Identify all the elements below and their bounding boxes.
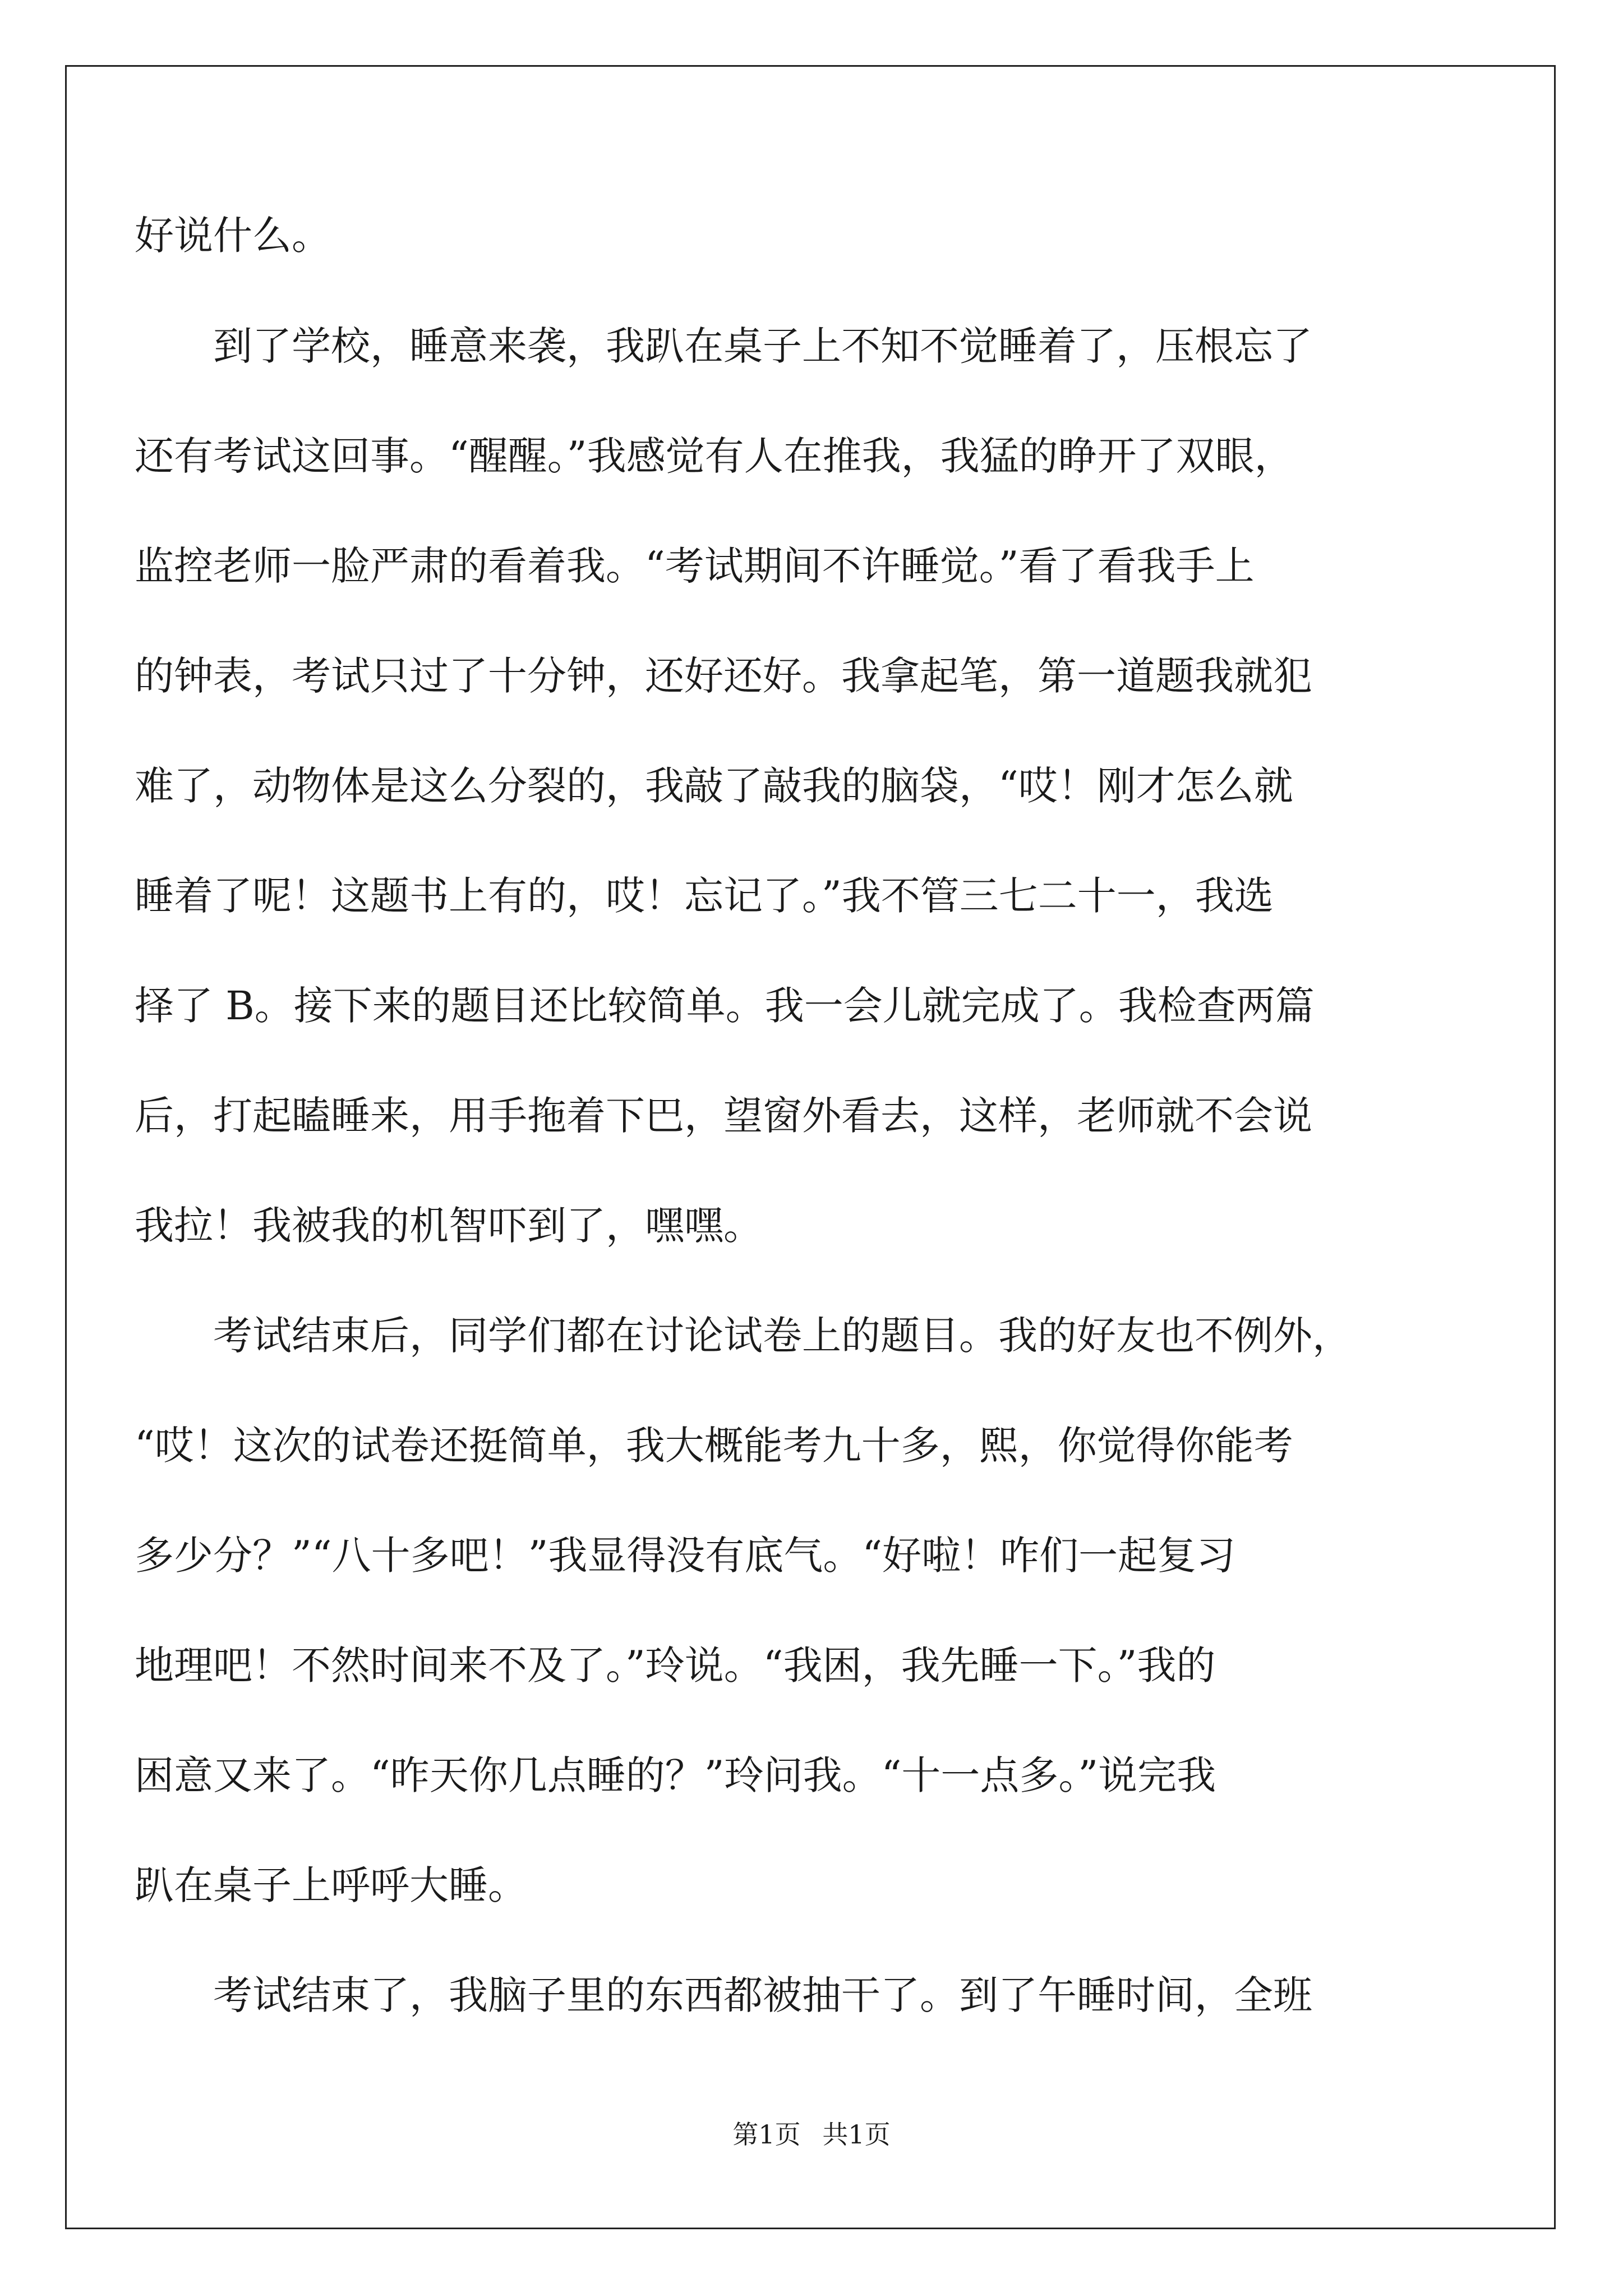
text-line: 难了，动物体是这么分裂的，我敲了敲我的脑袋，“哎！刚才怎么就: [135, 763, 1293, 809]
text-line: 还有考试这回事。“醒醒。”我感觉有人在推我，我猛的睁开了双眼，: [135, 433, 1294, 479]
text-line: 困意又来了。“昨天你几点睡的？”玲问我。“十一点多。”说完我: [135, 1752, 1216, 1798]
text-line: 考试结束后，同学们都在讨论试卷上的题目。我的好友也不例外，: [213, 1313, 1352, 1359]
text-line: 到了学校，睡意来袭，我趴在桌子上不知不觉睡着了，压根忘了: [213, 323, 1312, 369]
text-line: 监控老师一脸严肃的看着我。“考试期间不许睡觉。”看了看我手上: [135, 543, 1255, 589]
text-line: 考试结束了，我脑子里的东西都被抽干了。到了午睡时间，全班: [213, 1972, 1312, 2018]
text-line: 后，打起瞌睡来，用手拖着下巴，望窗外看去，这样，老师就不会说: [135, 1093, 1312, 1139]
page-number-total: 共1页: [822, 2119, 891, 2150]
text-line: “哎！这次的试卷还挺简单，我大概能考九十多，熙，你觉得你能考: [135, 1423, 1293, 1469]
text-line: 的钟表，考试只过了十分钟，还好还好。我拿起笔，第一道题我就犯: [135, 653, 1312, 699]
text-line: 好说什么。: [135, 213, 331, 259]
text-line: 睡着了呢！这题书上有的，哎！忘记了。”我不管三七二十一，我选: [135, 873, 1274, 919]
page-number-current: 第1页: [732, 2119, 801, 2150]
text-line: 地理吧！不然时间来不及了。”玲说。“我困，我先睡一下。”我的: [135, 1642, 1216, 1688]
text-line: 趴在桌子上呼呼大睡。: [135, 1862, 527, 1908]
page-footer: [0, 2119, 1623, 2150]
text-line: 多少分？”“八十多吧！”我显得没有底气。“好啦！咋们一起复习: [135, 1533, 1236, 1579]
text-line: 择了 B。接下来的题目还比较简单。我一会儿就完成了。我检查两篇: [135, 983, 1315, 1029]
text-line: 我拉！我被我的机智吓到了，嘿嘿。: [135, 1203, 763, 1249]
